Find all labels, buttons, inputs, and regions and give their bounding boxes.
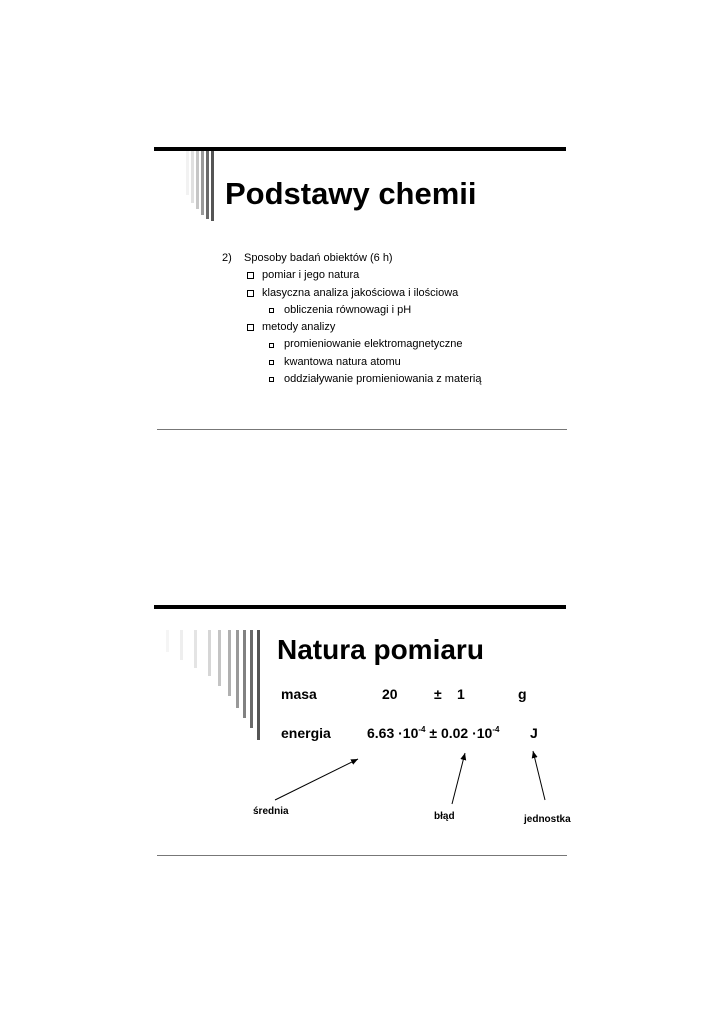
mean-multiplier: ·10 (398, 725, 419, 741)
annotation-mean: średnia (253, 806, 289, 817)
plus-minus-sign: ± (434, 686, 442, 702)
measurement-error: 0.02 (440, 725, 469, 741)
measurement-unit: g (518, 686, 527, 702)
list-item-label: pomiar i jego natura (262, 269, 360, 282)
measurement-mean: 20 (382, 686, 398, 702)
measurement-mean: 6.63 (367, 725, 395, 741)
list-subitem-label: kwantowa natura atomu (284, 355, 401, 368)
slide-title: Natura pomiaru (277, 634, 484, 665)
mean-arrow (275, 759, 358, 800)
error-arrow (452, 753, 465, 804)
annotation-unit: jednostka (524, 814, 571, 825)
measurement-unit: J (530, 725, 538, 741)
bottom-rule (157, 855, 567, 856)
list-item-label: klasyczna analiza jakościowa i ilościowa (262, 286, 459, 299)
list-item-label: metody analizy (262, 321, 336, 334)
slide-title: Podstawy chemii (225, 176, 477, 211)
measurement-label: energia (281, 725, 331, 741)
section-number: 2) (222, 252, 232, 264)
error-exponent: -4 (492, 725, 500, 734)
measurement-error: 1 (457, 686, 465, 702)
unit-arrow (533, 751, 545, 800)
annotation-error: błąd (434, 811, 455, 822)
mean-exponent: -4 (418, 725, 426, 734)
measurement-label: masa (281, 686, 317, 702)
list-subitem-label: oddziaływanie promieniowania z materią (284, 373, 482, 386)
plus-minus-sign: ± (429, 725, 438, 741)
list-subitem-label: obliczenia równowagi i pH (284, 303, 412, 316)
section-label: Sposoby badań obiektów (6 h) (244, 252, 393, 264)
list-subitem-label: promieniowanie elektromagnetyczne (284, 338, 463, 351)
error-multiplier: ·10 (472, 725, 493, 741)
